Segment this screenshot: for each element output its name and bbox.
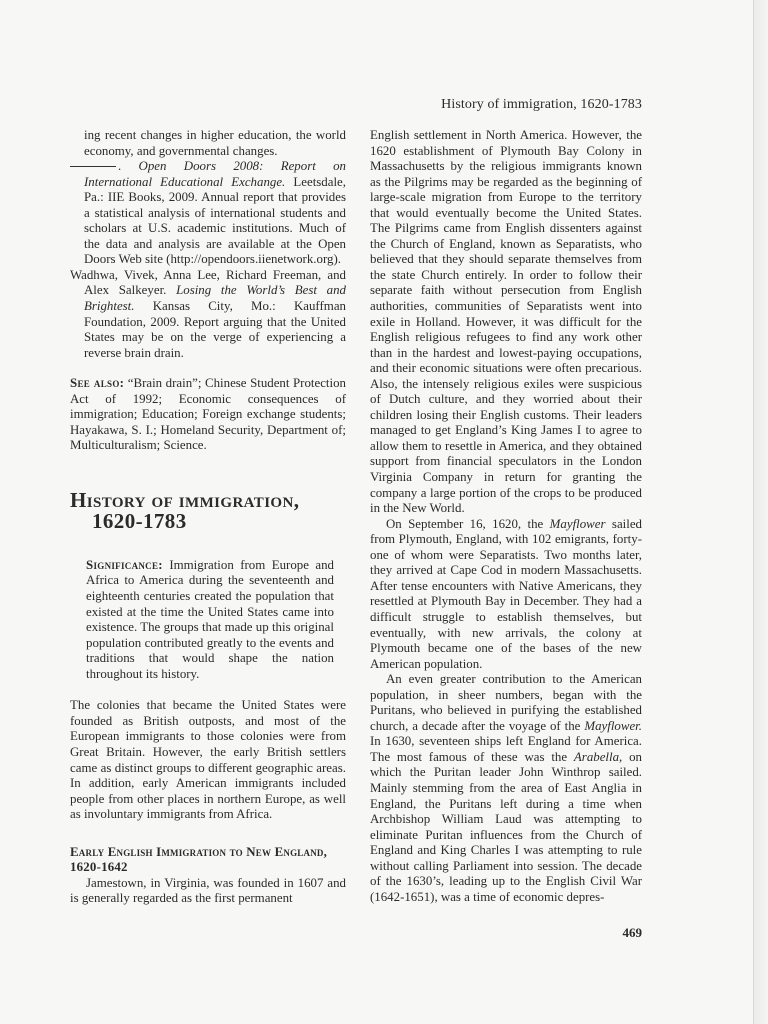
see-also [70,376,346,454]
text-run: sailed from Plymouth, England, with 102 emigrants, forty-one of whom were Separatists. Two months later, they arrived at Cape Cod in modern Massachusetts. After tense encounters with Native Americans, they resettled at Plymouth Bay in December. They had a difficult struggle to establish themselves, but eventually, with new arrivals, the colony at Plymouth became one of the bases of the new American population. [370,516,642,671]
page-number: 469 [622,925,642,940]
body-paragraph [370,672,642,905]
reference-title: Losing the World’s Best and Brightest. [84,283,346,314]
left-column [70,128,346,907]
reference-authors: Wadhwa, Vivek, Anna Lee, Richard Freeman, and Alex Salkeyer. [70,267,346,298]
reference-continuation: ing recent changes in higher education, the world economy, and governmental changes. [84,128,346,158]
text-run: In 1630, seventeen ships left England for America. The most famous of these was the [370,734,642,764]
ditto-rule [70,166,116,167]
reference-open-doors: . Open Doors 2008: Report on International Educational Exchange. Leetsdale, Pa.: IIE Books, 2009. Annual report that provides a statistical analysis of international students and scholars at U.S. academic institutions. Much of the data and analysis are available at the Open Doors Web site (http://opendoors.iienetwork.org). [70,159,346,268]
article-title-dates: 1620-1783 [92,508,187,533]
running-head: History of immigration, 1620-1783 [441,97,642,112]
reference-details: Leetsdale, Pa.: IIE Books, 2009. Annual report that provides a statistical analysis of international students and scholars at U.S. academic institutions. Much of the data and analysis are available at the Open Doors Web site (http://opendoors.iienetwork.org). [84,174,346,267]
text-run: An even greater contribution to the American population, in sheer numbers, began with the Puritans, who believed in purifying the established church, a decade after the voyage of the [370,672,642,733]
see-also-text: “Brain drain”; Chinese Student Protection Act of 1992; Economic consequences of immigration; Education; Foreign exchange students; Hayakawa, S. I.; Homeland Security, Department of; Multiculturalism; Science. [70,376,346,453]
right-column [370,128,642,905]
article-title-line1: History of immigration, [70,487,300,512]
body-paragraph: English settlement in North America. However, the 1620 establishment of Plymouth Bay Colony in Massachusetts by the religious immigrants known as the Pilgrims may be regarded as the beginning of large-scale migration from Europe to the territory that would eventually become the United States. The Pilgrims came from English dissenters against the Church of England, known as Separatists, who believed that they should separate themselves from the state Church entirely. In order to follow their separate faith without persecution from English authorities, communities of Separatists went into exile in Holland. However, it was difficult for the English religious refugees to find any work other than in the hardest and lowest-paying occupations, and their economic situations were often precarious. Also, the intensely religious exiles were suspicious of Dutch culture, and they worried about their children losing their English customs. Their leaders managed to get England’s King James I to agree to allow them to resettle in America, and they obtained support from financial speculators in the London Virginia Company in return for granting the company a large portion of the crops to be produced in the New World. [370,128,642,516]
page-edge [753,0,768,1024]
reference-wadhwa [70,268,346,361]
significance-text: Immigration from Europe and Africa to America during the seventeenth and eighteenth centuries created the population that existed at the time the United States came into existence. The groups that made up this original population contributed greatly to the events and traditions that would shape the nation throughout its history. [86,557,334,681]
significance-summary [86,558,334,682]
intro-paragraph: The colonies that became the United States were founded as British outposts, and most of the European immigrants to those colonies were from Great Britain. However, the early British settlers came as distinct groups to different geographic areas. In addition, early American immigrants included people from other places in northern Europe, as well as involuntary immigrants from Africa. [70,698,346,822]
ship-name: Arabella, [573,749,623,764]
text-run: On September 16, 1620, the [386,516,544,531]
body-paragraph [370,517,642,672]
jamestown-paragraph: Jamestown, in Virginia, was founded in 1607 and is generally regarded as the first permanent [70,875,346,906]
article-title [70,487,346,533]
ship-name: Mayflower. [584,718,642,733]
reference-title: Open Doors 2008: Report on International Educational Exchange. [84,159,347,189]
reference-details: Kansas City, Mo.: Kauffman Foundation, 2009. Report arguing that the United States may be on the verge of experiencing a reverse brain drain. [84,299,346,360]
section-heading: Early English Immigration to New England, 1620-1642 [70,844,328,875]
ship-name: Mayflower [549,516,606,531]
see-also-label: See also: [70,376,125,391]
significance-label: Significance: [86,557,163,572]
text-run: on which the Puritan leader John Winthrop sailed. Mainly stemming from the area of East Anglia in England, the Puritans left during a time when Archbishop William Laud was attempting to eliminate Puritan influences from the Church of England and King Charles I was attempting to rule without calling Parliament into session. The decade of the 1630’s, leading up to the English Civil War (1642-1651), was a time of economic depres- [370,749,642,904]
